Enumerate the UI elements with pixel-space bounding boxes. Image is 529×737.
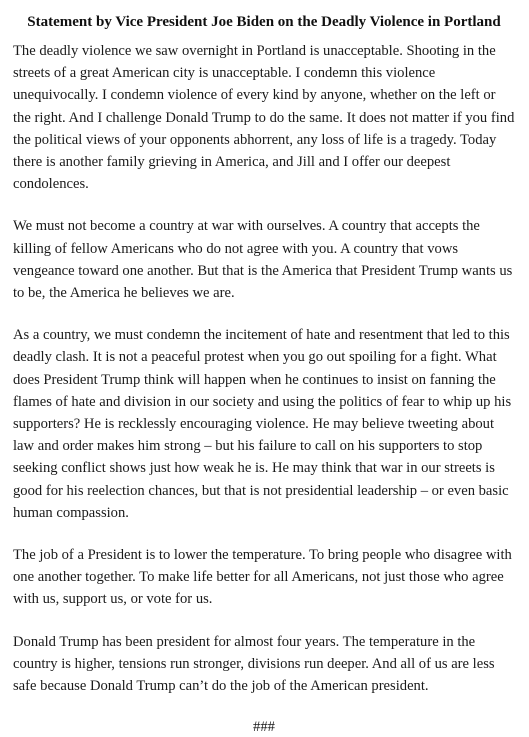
statement-paragraph-5: Donald Trump has been president for almost four years. The temperature in the country is higher, tensions run stronger, divisions run deeper. And all of us are less safe because Donald Trump can’t do the job of the American president. xyxy=(13,633,495,695)
statement-paragraph-1: The deadly violence we saw overnight in Portland is unacceptable. Shooting in the streets of a great American city is unacceptable. I condemn this violence unequivocally. I condemn violence of every kind by anyone, whether on the left or the right. And I challenge Donald Trump to do the same. It does not matter if you find the political views of your opponents abhorrent, any loss of life is a tragedy. Today there is another family grieving in America, and Jill and I offer our deepest condolences. xyxy=(13,43,515,193)
end-of-release-mark: ### xyxy=(253,719,275,736)
statement-title: Statement by Vice President Joe Biden on the Deadly Violence in Portland xyxy=(27,14,501,30)
statement-paragraph-4: The job of a President is to lower the temperature. To bring people who disagree with one another together. To make life better for all Americans, not just those who agree with us, support us, or vote for us. xyxy=(13,547,512,608)
statement-paragraph-3: As a country, we must condemn the incitement of hate and resentment that led to this deadly clash. It is not a peaceful protest when you go out spoiling for a fight. What does President Trump think will happen when he continues to insist on fanning the flames of hate and division in our society and using the politics of fear to whip up his supporters? He is recklessly encouraging violence. He may believe tweeting about law and order makes him strong – but his failure to call on his supporters to stop seeking conflict shows just how weak he is. He may think that war in our streets is good for his reelection chances, but that is not presidential leadership – or even basic human compassion. xyxy=(13,327,512,521)
statement-paragraph-2: We must not become a country at war with ourselves. A country that accepts the killing of fellow Americans who do not agree with you. A country that vows vengeance toward one another. But that is the America that President Trump wants us to be, the America he believes we are. xyxy=(13,218,513,302)
